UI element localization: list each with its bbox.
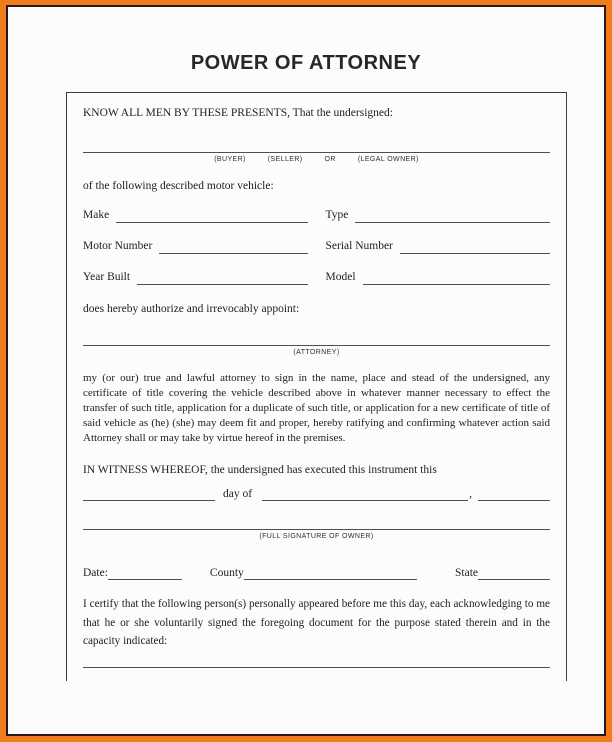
year-built-input[interactable]: [137, 270, 307, 285]
notary-row: [83, 564, 550, 580]
vehicle-row-3: [83, 270, 550, 285]
execution-date-row: [83, 485, 550, 501]
serial-number-label: Serial Number: [325, 240, 393, 252]
attorney-label: (ATTORNEY): [293, 349, 340, 356]
undersigned-name-input[interactable]: [83, 121, 550, 153]
day-of-label: day of: [223, 488, 253, 500]
motor-number-input[interactable]: [159, 239, 307, 254]
form-box: [66, 92, 567, 681]
appearer-name-input[interactable]: [83, 667, 550, 668]
comma-text: ,: [469, 488, 472, 500]
month-input[interactable]: [262, 485, 468, 501]
model-input[interactable]: [363, 270, 550, 285]
party-labels-row: [83, 156, 550, 164]
serial-number-input[interactable]: [400, 239, 550, 254]
or-label: OR: [324, 156, 336, 163]
authority-paragraph: my (or our) true and lawful attorney to sign in the name, place and stead of the undersigned, any certificate of title covering the vehicle described above in whatever manner necessary to effect the transfer of such title, application for a duplicate of such title, or application for a new certificate of title of said vehicle as (he) (she) may deem fit and proper, hereby ratifying and confirming whatever action said Attorney shall or may take by virtue hereof in the premises.: [83, 372, 550, 444]
vehicle-row-2: [83, 239, 550, 254]
make-input[interactable]: [116, 208, 307, 223]
serial-number-field: [326, 239, 551, 254]
motor-number-label: Motor Number: [83, 240, 153, 252]
motor-number-field: [83, 239, 308, 254]
make-label: Make: [83, 209, 110, 221]
legal-owner-label: (LEGAL OWNER): [357, 156, 419, 163]
owner-signature-input[interactable]: [83, 529, 550, 530]
vehicle-row-1: [83, 208, 550, 223]
attorney-name-input[interactable]: [83, 345, 550, 346]
year-built-label: Year Built: [83, 271, 131, 283]
year-input[interactable]: [478, 485, 550, 501]
make-field: [83, 208, 308, 223]
date-input[interactable]: [108, 564, 182, 580]
model-field: [326, 270, 551, 285]
document-title: POWER OF ATTORNEY: [190, 52, 422, 74]
vehicle-intro-line: of the following described motor vehicle:: [83, 180, 274, 192]
state-label: State: [455, 567, 478, 579]
date-label: Date:: [83, 567, 108, 579]
type-field: [326, 208, 551, 223]
day-input[interactable]: [83, 485, 215, 501]
model-label: Model: [325, 271, 356, 283]
appoint-line: does hereby authorize and irrevocably appoint:: [83, 303, 300, 315]
state-input[interactable]: [478, 564, 550, 580]
document-page: [6, 5, 606, 736]
county-input[interactable]: [244, 564, 417, 580]
certify-paragraph: I certify that the following person(s) personally appeared before me this day, each acknowledging to me that he or she voluntarily signed the foregoing document for the purpose stated therein and in the capacity indicated:: [83, 598, 550, 647]
seller-label: (SELLER): [267, 156, 303, 163]
type-input[interactable]: [355, 208, 550, 223]
type-label: Type: [325, 209, 349, 221]
year-built-field: [83, 270, 308, 285]
buyer-label: (BUYER): [214, 156, 246, 163]
opening-line: KNOW ALL MEN BY THESE PRESENTS, That the undersigned:: [83, 107, 393, 119]
witness-line: IN WITNESS WHEREOF, the undersigned has executed this instrument this: [83, 464, 437, 476]
signature-label: (FULL SIGNATURE OF OWNER): [259, 533, 374, 540]
county-label: County: [209, 567, 244, 579]
